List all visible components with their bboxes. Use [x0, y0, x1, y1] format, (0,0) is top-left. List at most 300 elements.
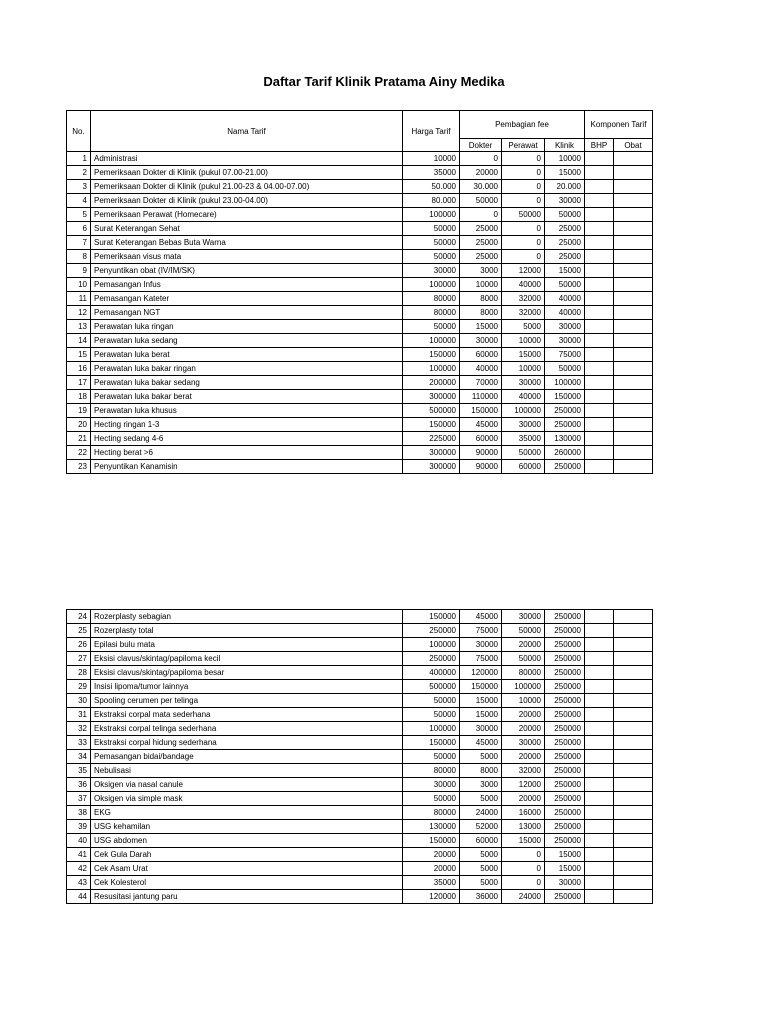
table-row [67, 862, 653, 876]
row-number: 30 [67, 694, 91, 708]
bhp-cell [585, 722, 614, 736]
table-row [67, 694, 653, 708]
dokter-fee-cell: 5000 [460, 862, 502, 876]
perawat-fee-cell: 0 [502, 222, 545, 236]
bhp-cell [585, 680, 614, 694]
dokter-fee-cell: 36000 [460, 890, 502, 904]
dokter-fee-cell: 15000 [460, 320, 502, 334]
perawat-fee-cell: 12000 [502, 778, 545, 792]
dokter-fee-cell: 25000 [460, 222, 502, 236]
header-pembagian-fee: Pembagian fee [460, 111, 585, 139]
perawat-fee-cell: 24000 [502, 890, 545, 904]
header-klinik: Klinik [545, 139, 585, 152]
klinik-fee-cell: 250000 [545, 652, 585, 666]
dokter-fee-cell: 5000 [460, 750, 502, 764]
perawat-fee-cell: 50000 [502, 652, 545, 666]
obat-cell [614, 862, 653, 876]
row-number: 44 [67, 890, 91, 904]
table-row [67, 736, 653, 750]
bhp-cell [585, 806, 614, 820]
harga-tarif-cell: 10000 [403, 152, 460, 166]
bhp-cell [585, 320, 614, 334]
nama-tarif-cell: Perawatan luka ringan [91, 320, 403, 334]
row-number: 39 [67, 820, 91, 834]
perawat-fee-cell: 50000 [502, 624, 545, 638]
harga-tarif-cell: 150000 [403, 834, 460, 848]
harga-tarif-cell: 35000 [403, 876, 460, 890]
row-number: 5 [67, 208, 91, 222]
perawat-fee-cell: 40000 [502, 390, 545, 404]
obat-cell [614, 152, 653, 166]
obat-cell [614, 624, 653, 638]
nama-tarif-cell: USG abdomen [91, 834, 403, 848]
dokter-fee-cell: 8000 [460, 764, 502, 778]
harga-tarif-cell: 150000 [403, 348, 460, 362]
dokter-fee-cell: 75000 [460, 652, 502, 666]
harga-tarif-cell: 300000 [403, 390, 460, 404]
table-row [67, 348, 653, 362]
harga-tarif-cell: 100000 [403, 278, 460, 292]
obat-cell [614, 778, 653, 792]
harga-tarif-cell: 50000 [403, 750, 460, 764]
perawat-fee-cell: 20000 [502, 792, 545, 806]
klinik-fee-cell: 250000 [545, 708, 585, 722]
row-number: 16 [67, 362, 91, 376]
row-number: 21 [67, 432, 91, 446]
harga-tarif-cell: 120000 [403, 890, 460, 904]
row-number: 6 [67, 222, 91, 236]
klinik-fee-cell: 75000 [545, 348, 585, 362]
dokter-fee-cell: 25000 [460, 236, 502, 250]
klinik-fee-cell: 250000 [545, 624, 585, 638]
klinik-fee-cell: 250000 [545, 694, 585, 708]
dokter-fee-cell: 24000 [460, 806, 502, 820]
klinik-fee-cell: 250000 [545, 890, 585, 904]
bhp-cell [585, 820, 614, 834]
obat-cell [614, 334, 653, 348]
nama-tarif-cell: Nebulisasi [91, 764, 403, 778]
nama-tarif-cell: Perawatan luka sedang [91, 334, 403, 348]
bhp-cell [585, 460, 614, 474]
perawat-fee-cell: 16000 [502, 806, 545, 820]
nama-tarif-cell: Ekstraksi corpal telinga sederhana [91, 722, 403, 736]
bhp-cell [585, 890, 614, 904]
harga-tarif-cell: 80000 [403, 806, 460, 820]
dokter-fee-cell: 3000 [460, 778, 502, 792]
perawat-fee-cell: 100000 [502, 404, 545, 418]
nama-tarif-cell: Oksigen via simple mask [91, 792, 403, 806]
harga-tarif-cell: 300000 [403, 446, 460, 460]
klinik-fee-cell: 250000 [545, 792, 585, 806]
row-number: 42 [67, 862, 91, 876]
row-number: 1 [67, 152, 91, 166]
table-row [67, 750, 653, 764]
table-row [67, 264, 653, 278]
bhp-cell [585, 348, 614, 362]
harga-tarif-cell: 20000 [403, 862, 460, 876]
table-row [67, 820, 653, 834]
klinik-fee-cell: 15000 [545, 166, 585, 180]
nama-tarif-cell: Perawatan luka berat [91, 348, 403, 362]
nama-tarif-cell: Surat Keterangan Bebas Buta Warna [91, 236, 403, 250]
row-number: 35 [67, 764, 91, 778]
harga-tarif-cell: 35000 [403, 166, 460, 180]
perawat-fee-cell: 0 [502, 152, 545, 166]
obat-cell [614, 460, 653, 474]
nama-tarif-cell: Pemasangan Infus [91, 278, 403, 292]
row-number: 34 [67, 750, 91, 764]
row-number: 7 [67, 236, 91, 250]
nama-tarif-cell: Perawatan luka bakar ringan [91, 362, 403, 376]
perawat-fee-cell: 30000 [502, 736, 545, 750]
row-number: 3 [67, 180, 91, 194]
perawat-fee-cell: 30000 [502, 376, 545, 390]
table-row [67, 376, 653, 390]
dokter-fee-cell: 150000 [460, 404, 502, 418]
obat-cell [614, 208, 653, 222]
obat-cell [614, 292, 653, 306]
bhp-cell [585, 638, 614, 652]
klinik-fee-cell: 250000 [545, 666, 585, 680]
klinik-fee-cell: 250000 [545, 764, 585, 778]
perawat-fee-cell: 50000 [502, 208, 545, 222]
obat-cell [614, 848, 653, 862]
row-number: 28 [67, 666, 91, 680]
dokter-fee-cell: 8000 [460, 306, 502, 320]
table-row [67, 624, 653, 638]
dokter-fee-cell: 90000 [460, 460, 502, 474]
klinik-fee-cell: 100000 [545, 376, 585, 390]
nama-tarif-cell: Pemasangan Kateter [91, 292, 403, 306]
nama-tarif-cell: Pemeriksaan visus mata [91, 250, 403, 264]
harga-tarif-cell: 500000 [403, 680, 460, 694]
header-obat: Obat [614, 139, 653, 152]
perawat-fee-cell: 35000 [502, 432, 545, 446]
table-row [67, 180, 653, 194]
table-row [67, 792, 653, 806]
harga-tarif-cell: 100000 [403, 208, 460, 222]
perawat-fee-cell: 40000 [502, 278, 545, 292]
dokter-fee-cell: 45000 [460, 610, 502, 624]
bhp-cell [585, 764, 614, 778]
klinik-fee-cell: 10000 [545, 152, 585, 166]
bhp-cell [585, 390, 614, 404]
klinik-fee-cell: 20.000 [545, 180, 585, 194]
dokter-fee-cell: 15000 [460, 694, 502, 708]
perawat-fee-cell: 0 [502, 166, 545, 180]
row-number: 38 [67, 806, 91, 820]
nama-tarif-cell: Oksigen via nasal canule [91, 778, 403, 792]
dokter-fee-cell: 70000 [460, 376, 502, 390]
nama-tarif-cell: Pemasangan bidai/bandage [91, 750, 403, 764]
header-dokter: Dokter [460, 139, 502, 152]
perawat-fee-cell: 0 [502, 250, 545, 264]
harga-tarif-cell: 130000 [403, 820, 460, 834]
obat-cell [614, 404, 653, 418]
tarif-table-2 [66, 609, 653, 904]
dokter-fee-cell: 30000 [460, 722, 502, 736]
bhp-cell [585, 264, 614, 278]
dokter-fee-cell: 30.000 [460, 180, 502, 194]
row-number: 4 [67, 194, 91, 208]
obat-cell [614, 376, 653, 390]
obat-cell [614, 750, 653, 764]
bhp-cell [585, 418, 614, 432]
obat-cell [614, 820, 653, 834]
klinik-fee-cell: 15000 [545, 264, 585, 278]
perawat-fee-cell: 12000 [502, 264, 545, 278]
table-row [67, 278, 653, 292]
perawat-fee-cell: 80000 [502, 666, 545, 680]
row-number: 24 [67, 610, 91, 624]
table-row [67, 306, 653, 320]
obat-cell [614, 306, 653, 320]
table-row [67, 666, 653, 680]
bhp-cell [585, 180, 614, 194]
obat-cell [614, 222, 653, 236]
row-number: 8 [67, 250, 91, 264]
nama-tarif-cell: Resusitasi jantung paru [91, 890, 403, 904]
obat-cell [614, 694, 653, 708]
obat-cell [614, 180, 653, 194]
row-number: 36 [67, 778, 91, 792]
row-number: 18 [67, 390, 91, 404]
harga-tarif-cell: 250000 [403, 624, 460, 638]
harga-tarif-cell: 50000 [403, 236, 460, 250]
harga-tarif-cell: 150000 [403, 418, 460, 432]
table-row [67, 806, 653, 820]
table-row [67, 890, 653, 904]
dokter-fee-cell: 120000 [460, 666, 502, 680]
bhp-cell [585, 362, 614, 376]
header-bhp: BHP [585, 139, 614, 152]
table-row [67, 194, 653, 208]
nama-tarif-cell: Administrasi [91, 152, 403, 166]
klinik-fee-cell: 30000 [545, 334, 585, 348]
nama-tarif-cell: Ekstraksi corpal hidung sederhana [91, 736, 403, 750]
row-number: 31 [67, 708, 91, 722]
klinik-fee-cell: 250000 [545, 610, 585, 624]
table-row [67, 236, 653, 250]
harga-tarif-cell: 100000 [403, 334, 460, 348]
bhp-cell [585, 876, 614, 890]
bhp-cell [585, 236, 614, 250]
bhp-cell [585, 334, 614, 348]
klinik-fee-cell: 250000 [545, 736, 585, 750]
row-number: 20 [67, 418, 91, 432]
bhp-cell [585, 404, 614, 418]
obat-cell [614, 432, 653, 446]
row-number: 43 [67, 876, 91, 890]
harga-tarif-cell: 100000 [403, 722, 460, 736]
row-number: 17 [67, 376, 91, 390]
bhp-cell [585, 666, 614, 680]
klinik-fee-cell: 250000 [545, 806, 585, 820]
harga-tarif-cell: 200000 [403, 376, 460, 390]
klinik-fee-cell: 30000 [545, 320, 585, 334]
nama-tarif-cell: Insisi lipoma/tumor lainnya [91, 680, 403, 694]
obat-cell [614, 166, 653, 180]
nama-tarif-cell: Cek Gula Darah [91, 848, 403, 862]
obat-cell [614, 362, 653, 376]
klinik-fee-cell: 15000 [545, 862, 585, 876]
harga-tarif-cell: 150000 [403, 610, 460, 624]
nama-tarif-cell: USG kehamilan [91, 820, 403, 834]
perawat-fee-cell: 0 [502, 848, 545, 862]
perawat-fee-cell: 0 [502, 180, 545, 194]
perawat-fee-cell: 20000 [502, 708, 545, 722]
nama-tarif-cell: Penyuntikan Kanamisin [91, 460, 403, 474]
klinik-fee-cell: 130000 [545, 432, 585, 446]
perawat-fee-cell: 32000 [502, 292, 545, 306]
nama-tarif-cell: EKG [91, 806, 403, 820]
table-row [67, 446, 653, 460]
row-number: 9 [67, 264, 91, 278]
klinik-fee-cell: 250000 [545, 834, 585, 848]
obat-cell [614, 236, 653, 250]
row-number: 25 [67, 624, 91, 638]
table-row [67, 166, 653, 180]
klinik-fee-cell: 250000 [545, 750, 585, 764]
nama-tarif-cell: Perawatan luka khusus [91, 404, 403, 418]
klinik-fee-cell: 250000 [545, 680, 585, 694]
klinik-fee-cell: 40000 [545, 292, 585, 306]
perawat-fee-cell: 20000 [502, 722, 545, 736]
obat-cell [614, 418, 653, 432]
dokter-fee-cell: 150000 [460, 680, 502, 694]
nama-tarif-cell: Pemeriksaan Dokter di Klinik (pukul 07.00-21.00) [91, 166, 403, 180]
dokter-fee-cell: 30000 [460, 638, 502, 652]
dokter-fee-cell: 15000 [460, 708, 502, 722]
perawat-fee-cell: 30000 [502, 418, 545, 432]
bhp-cell [585, 278, 614, 292]
page-title: Daftar Tarif Klinik Pratama Ainy Medika [263, 74, 505, 89]
bhp-cell [585, 446, 614, 460]
tarif-table-1 [66, 110, 653, 474]
nama-tarif-cell: Pemeriksaan Dokter di Klinik (pukul 21.00-23 & 04.00-07.00) [91, 180, 403, 194]
nama-tarif-cell: Penyuntikan obat (IV/IM/SK) [91, 264, 403, 278]
obat-cell [614, 736, 653, 750]
harga-tarif-cell: 300000 [403, 460, 460, 474]
nama-tarif-cell: Perawatan luka bakar sedang [91, 376, 403, 390]
perawat-fee-cell: 13000 [502, 820, 545, 834]
table-row [67, 334, 653, 348]
table-row [67, 292, 653, 306]
perawat-fee-cell: 32000 [502, 306, 545, 320]
table-row [67, 778, 653, 792]
perawat-fee-cell: 60000 [502, 460, 545, 474]
row-number: 26 [67, 638, 91, 652]
bhp-cell [585, 152, 614, 166]
row-number: 12 [67, 306, 91, 320]
klinik-fee-cell: 50000 [545, 208, 585, 222]
klinik-fee-cell: 25000 [545, 222, 585, 236]
nama-tarif-cell: Rozerplasty sebagian [91, 610, 403, 624]
table-row [67, 362, 653, 376]
obat-cell [614, 876, 653, 890]
perawat-fee-cell: 10000 [502, 334, 545, 348]
bhp-cell [585, 306, 614, 320]
obat-cell [614, 610, 653, 624]
nama-tarif-cell: Hecting sedang 4-6 [91, 432, 403, 446]
bhp-cell [585, 292, 614, 306]
bhp-cell [585, 250, 614, 264]
table-row [67, 418, 653, 432]
bhp-cell [585, 708, 614, 722]
harga-tarif-cell: 50000 [403, 222, 460, 236]
harga-tarif-cell: 20000 [403, 848, 460, 862]
table-row [67, 848, 653, 862]
dokter-fee-cell: 52000 [460, 820, 502, 834]
bhp-cell [585, 208, 614, 222]
nama-tarif-cell: Hecting ringan 1-3 [91, 418, 403, 432]
harga-tarif-cell: 100000 [403, 362, 460, 376]
dokter-fee-cell: 20000 [460, 166, 502, 180]
perawat-fee-cell: 20000 [502, 638, 545, 652]
harga-tarif-cell: 50000 [403, 320, 460, 334]
harga-tarif-cell: 400000 [403, 666, 460, 680]
row-number: 15 [67, 348, 91, 362]
perawat-fee-cell: 32000 [502, 764, 545, 778]
table-row [67, 638, 653, 652]
header-no: No. [67, 111, 91, 152]
klinik-fee-cell: 250000 [545, 778, 585, 792]
nama-tarif-cell: Epilasi bulu mata [91, 638, 403, 652]
nama-tarif-cell: Pemeriksaan Perawat (Homecare) [91, 208, 403, 222]
dokter-fee-cell: 8000 [460, 292, 502, 306]
bhp-cell [585, 652, 614, 666]
harga-tarif-cell: 50000 [403, 708, 460, 722]
bhp-cell [585, 432, 614, 446]
nama-tarif-cell: Eksisi clavus/skintag/papiloma kecil [91, 652, 403, 666]
table-row [67, 610, 653, 624]
harga-tarif-cell: 80.000 [403, 194, 460, 208]
table-row [67, 680, 653, 694]
dokter-fee-cell: 30000 [460, 334, 502, 348]
obat-cell [614, 834, 653, 848]
perawat-fee-cell: 0 [502, 862, 545, 876]
harga-tarif-cell: 30000 [403, 264, 460, 278]
table-row [67, 460, 653, 474]
row-number: 13 [67, 320, 91, 334]
dokter-fee-cell: 0 [460, 208, 502, 222]
harga-tarif-cell: 500000 [403, 404, 460, 418]
perawat-fee-cell: 100000 [502, 680, 545, 694]
harga-tarif-cell: 50000 [403, 250, 460, 264]
bhp-cell [585, 194, 614, 208]
nama-tarif-cell: Cek Kolesterol [91, 876, 403, 890]
harga-tarif-cell: 225000 [403, 432, 460, 446]
table-row [67, 222, 653, 236]
harga-tarif-cell: 80000 [403, 764, 460, 778]
table-row [67, 722, 653, 736]
dokter-fee-cell: 60000 [460, 834, 502, 848]
bhp-cell [585, 624, 614, 638]
obat-cell [614, 390, 653, 404]
perawat-fee-cell: 15000 [502, 348, 545, 362]
obat-cell [614, 652, 653, 666]
row-number: 14 [67, 334, 91, 348]
nama-tarif-cell: Perawatan luka bakar berat [91, 390, 403, 404]
obat-cell [614, 320, 653, 334]
nama-tarif-cell: Rozerplasty total [91, 624, 403, 638]
klinik-fee-cell: 150000 [545, 390, 585, 404]
row-number: 41 [67, 848, 91, 862]
klinik-fee-cell: 40000 [545, 306, 585, 320]
table-row [67, 708, 653, 722]
obat-cell [614, 250, 653, 264]
harga-tarif-cell: 80000 [403, 292, 460, 306]
